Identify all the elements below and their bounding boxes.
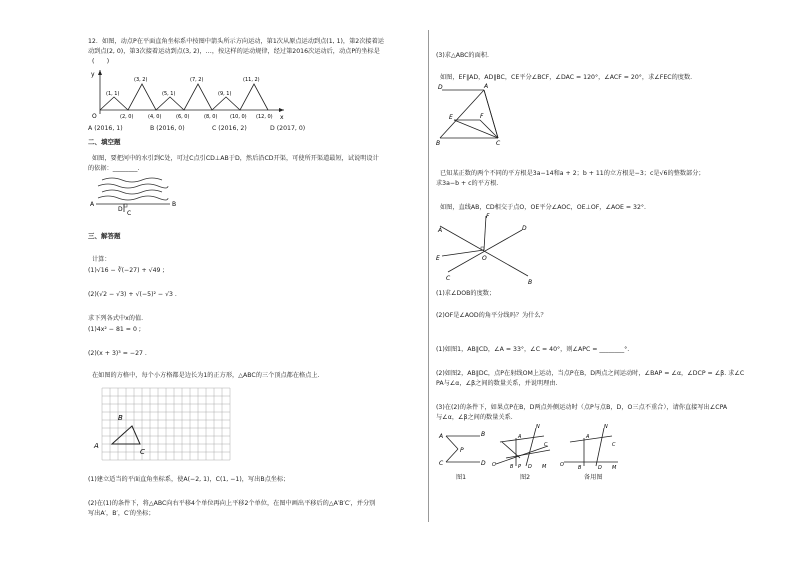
parallel-figure-1 [436, 426, 488, 470]
river-figure [88, 174, 188, 216]
lines-label-o: O [482, 255, 487, 262]
option-b: B (2016, 0) [150, 125, 185, 132]
figure-caption-backup: 备用图 [584, 474, 603, 481]
intersecting-lines-figure [436, 210, 536, 288]
solve-item-1: (1)4x² − 81 = 0 ; [88, 326, 141, 333]
calc-title: 计算： [92, 256, 111, 263]
q12-line1: 12．如图，动点P在平面直角坐标系中按图中箭头所示方向运动，第1次从原点运动到点(1, 1)，第2次接着运 [88, 38, 384, 45]
fig2-label-a: A [518, 434, 522, 440]
fig1-label-b: B [481, 431, 486, 438]
grid-question-2-line2: 写出A′，B′，C′的坐标； [88, 510, 155, 517]
grid-label-a: A [94, 442, 99, 450]
lines-label-a: A [438, 227, 443, 234]
grid-figure [88, 382, 288, 462]
y-axis-label: y [91, 71, 95, 78]
fig3-label-c: C [612, 442, 616, 448]
trap-label-b: B [436, 140, 441, 147]
fig3-label-a: A [586, 434, 590, 440]
trapezoid-question: 如图，EF∥AD，AD∥BC，CE平分∠BCF，∠DAC = 120°，∠ACF = 20°，求∠FEC的度数. [440, 74, 693, 81]
fig3-label-n: N [604, 424, 608, 430]
figure-caption-1: 图1 [456, 474, 467, 481]
section-answer-heading: 三、解答题 [88, 232, 121, 240]
grid-label-c: C [140, 448, 145, 456]
q12-answer-blank: ( ) [92, 58, 110, 65]
label-5-1: (5, 1) [162, 91, 176, 97]
trapezoid-figure [436, 82, 516, 148]
fig2-label-o: O [492, 462, 496, 468]
parallel-question-3-line2: 与∠α，∠β之间的数量关系. [436, 414, 513, 421]
label-6-0: (6, 0) [176, 114, 190, 120]
trap-label-d: D [438, 84, 443, 91]
grid-question-3: (3)求△ABC的面积. [436, 52, 489, 59]
fill-question-line2: 的依据：________. [88, 165, 140, 172]
grid-question-2-line1: (2)在(1)的条件下，将△ABC向右平移4个单位再向上平移2个单位，在图中画出平移后的△A′B′C′，并分别 [88, 500, 376, 507]
solve-item-2: (2)(x + 3)³ = −27 . [88, 350, 147, 357]
fig3-label-o: O [560, 462, 564, 468]
fig3-label-d: D [598, 465, 602, 470]
river-label-d: D [118, 206, 123, 213]
fig2-label-d: D [528, 464, 532, 470]
trap-label-e: E [449, 114, 453, 121]
label-10-0: (10, 0) [230, 114, 247, 120]
origin-label: O [92, 113, 97, 120]
sqrt-question-line1: 已知某正数的两个不同的平方根是3a−14和a + 2；b + 11的立方根是−3；c是√6的整数部分； [440, 170, 705, 177]
lines-question-1: (1)求∠DOB的度数； [436, 290, 496, 297]
fig1-label-a: A [439, 433, 444, 440]
fig2-label-c: C [544, 442, 548, 448]
fig2-label-b: B [510, 464, 514, 470]
zigzag-figure [88, 68, 288, 122]
label-1-1: (1, 1) [106, 91, 120, 97]
lines-question-2: (2)OF是∠AOD的角平分线吗？为什么？ [436, 312, 547, 319]
parallel-question-1: (1)如图1，AB∥CD，∠A = 33°，∠C = 40°，则∠APC = ________°. [436, 346, 630, 353]
parallel-figure-backup [560, 422, 622, 470]
lines-question: 如图，直线AB，CD相交于点O，OE平分∠AOC，OE⊥OF，∠AOE = 32°. [440, 204, 646, 211]
column-divider [428, 30, 429, 522]
label-12-0: (12, 0) [256, 114, 273, 120]
fig2-label-m: M [542, 464, 547, 470]
lines-label-b: B [528, 279, 533, 286]
option-d: D (2017, 0) [270, 125, 306, 132]
label-8-0: (8, 0) [204, 114, 218, 120]
lines-label-f: F [486, 213, 490, 220]
lines-label-d: D [522, 225, 527, 232]
river-label-a: A [90, 201, 95, 208]
label-2-0: (2, 0) [120, 114, 134, 120]
label-11-2: (11, 2) [243, 77, 260, 83]
fig1-label-d: D [481, 460, 486, 467]
option-a: A (2016, 1) [88, 125, 123, 132]
fig3-label-b: B [578, 465, 582, 470]
q12-line2: 动到点(2, 0)，第3次接着运动到点(3, 2)，…，按这样的运动规律，经过第2016次运动后，动点P的坐标是 [88, 48, 380, 55]
fill-question-line1: 如图，要把河中的水引到C处，可过C点引CD⊥AB于D，然后沿CD开渠，可使所开渠道最短，试说明设计 [92, 155, 379, 162]
calc-item-1: (1)√16 − ∛(−27) + √49 ; [88, 267, 165, 274]
section-fill-heading: 二、填空题 [88, 138, 121, 146]
parallel-question-2-line2: PA与∠α，∠β之间的数量关系，并说明理由. [436, 380, 558, 387]
x-axis-label: x [280, 114, 284, 121]
grid-label-b: B [118, 414, 123, 422]
label-9-1: (9, 1) [218, 91, 232, 97]
grid-question-1: (1)建立适当的平面直角坐标系，使A(−2, 1)，C(1, −1)，写出B点坐标； [88, 476, 290, 483]
solve-title: 求下列各式中x的值. [88, 315, 144, 322]
parallel-question-3-line1: (3)在(2)的条件下，如果点P在B，D两点外侧运动时（点P与点B，D，O三点不重合），请你直接写出∠CPA [436, 404, 728, 411]
calc-item-2: (2)(√2 − √3) + √(−5)² − √3 . [88, 291, 177, 298]
river-label-b: B [172, 201, 177, 208]
fig1-label-c: C [439, 460, 444, 467]
river-label-c: C [127, 210, 132, 216]
option-c: C (2016, 2) [212, 125, 247, 132]
grid-question: 在如图的方格中，每个小方格都是边长为1的正方形，△ABC的三个顶点都在格点上. [92, 372, 320, 379]
trap-label-f: F [480, 113, 484, 120]
fig3-label-m: M [612, 465, 617, 470]
trap-label-a: A [484, 83, 489, 90]
fig1-label-p: P [460, 447, 464, 454]
fig2-label-p: P [518, 464, 522, 470]
trap-label-c: C [496, 140, 501, 147]
parallel-figure-2 [492, 422, 554, 470]
label-3-2: (3, 2) [134, 77, 148, 83]
sqrt-question-line2: 求3a−b + c的平方根. [436, 180, 499, 187]
fig2-label-n: N [536, 424, 540, 430]
lines-label-c: C [446, 275, 451, 282]
label-7-2: (7, 2) [190, 77, 204, 83]
figure-caption-2: 图2 [520, 474, 531, 481]
parallel-question-2-line1: (2)如图2，AB∥DC，点P在射线OM上运动，当点P在B，D两点之间运动时，∠BAP = ∠α，∠DCP = ∠β. 求∠C [436, 370, 745, 377]
label-4-0: (4, 0) [148, 114, 162, 120]
lines-label-e: E [436, 255, 440, 262]
